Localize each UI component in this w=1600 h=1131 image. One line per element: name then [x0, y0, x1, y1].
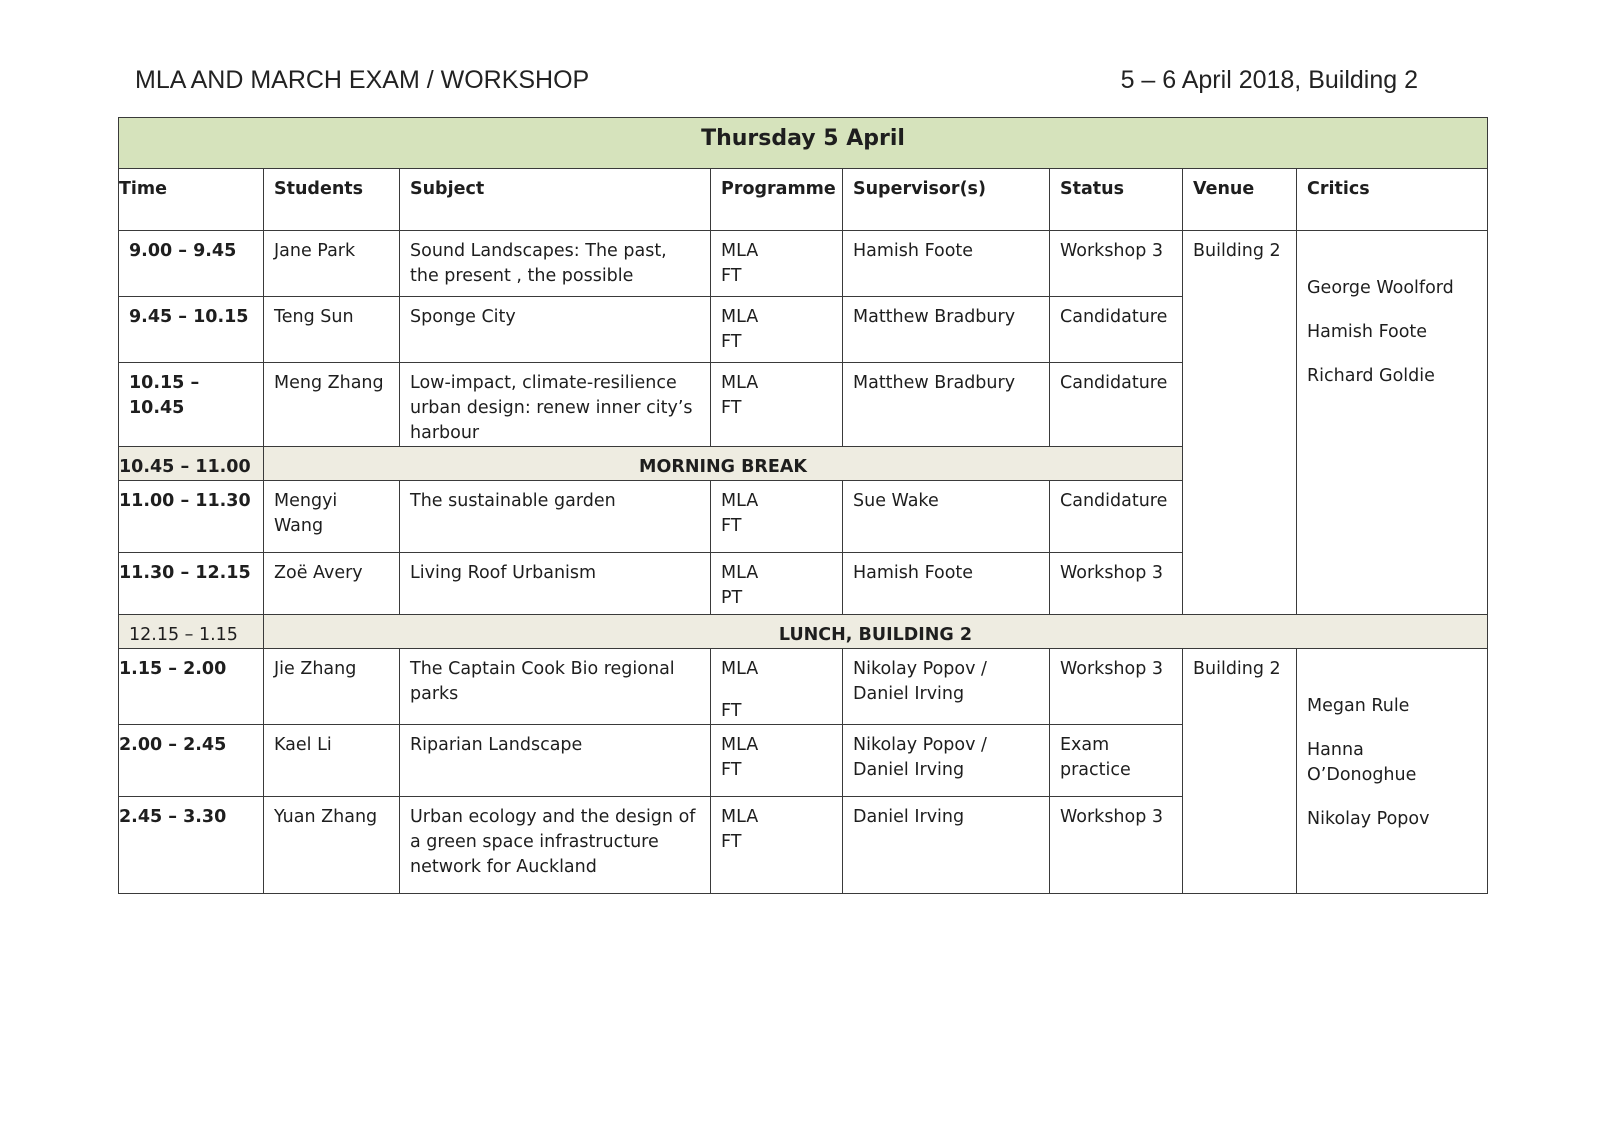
programme-mode: FT	[721, 398, 742, 418]
critic-name: Hanna O’Donoghue	[1307, 740, 1417, 785]
row-status: Workshop 3	[1050, 797, 1183, 894]
row-supervisor: Sue Wake	[843, 481, 1050, 553]
row-student: Jie Zhang	[264, 649, 400, 725]
programme-degree: MLA	[721, 373, 759, 393]
row-time: 11.00 – 11.30	[119, 481, 264, 553]
critic-name: George Woolford	[1307, 278, 1454, 298]
row-supervisor: Matthew Bradbury	[843, 297, 1050, 363]
column-header-students: Students	[264, 169, 400, 231]
programme-degree: MLA	[721, 807, 759, 827]
row-subject: Sponge City	[400, 297, 711, 363]
column-header-status: Status	[1050, 169, 1183, 231]
document-title: MLA AND MARCH EXAM / WORKSHOP	[135, 66, 590, 94]
row-student: Teng Sun	[264, 297, 400, 363]
row-time: 9.45 – 10.15	[119, 297, 264, 363]
row-subject: The Captain Cook Bio regional parks	[400, 649, 711, 725]
row-status: Workshop 3	[1050, 553, 1183, 615]
row-student: Zoë Avery	[264, 553, 400, 615]
critic-name: Richard Goldie	[1307, 366, 1435, 386]
programme-mode: FT	[721, 516, 742, 536]
row-subject: The sustainable garden	[400, 481, 711, 553]
programme-mode: FT	[721, 760, 742, 780]
row-status: Candidature	[1050, 363, 1183, 447]
row-supervisor: Nikolay Popov / Daniel Irving	[843, 725, 1050, 797]
programme-mode: FT	[721, 701, 742, 721]
row-programme	[711, 797, 843, 894]
row-time: 2.45 – 3.30	[119, 797, 264, 894]
row-student: Yuan Zhang	[264, 797, 400, 894]
row-supervisor: Daniel Irving	[843, 797, 1050, 894]
column-header-row	[119, 169, 1488, 231]
column-header-supervisors: Supervisor(s)	[843, 169, 1050, 231]
critic-name: Hamish Foote	[1307, 322, 1428, 342]
row-subject: Low-impact, climate-resilience urban design: renew inner city’s harbour	[400, 363, 711, 447]
row-programme	[711, 363, 843, 447]
programme-degree: MLA	[721, 307, 759, 327]
critics-cell	[1297, 649, 1488, 894]
row-supervisor: Nikolay Popov / Daniel Irving	[843, 649, 1050, 725]
row-time: 1.15 – 2.00	[119, 649, 264, 725]
programme-degree: MLA	[721, 241, 759, 261]
column-header-programme: Programme	[711, 169, 843, 231]
row-programme	[711, 553, 843, 615]
row-programme	[711, 725, 843, 797]
programme-mode: FT	[721, 266, 742, 286]
programme-degree: MLA	[721, 659, 759, 679]
row-status: Workshop 3	[1050, 649, 1183, 725]
row-programme	[711, 297, 843, 363]
column-header-time: Time	[119, 169, 264, 231]
break-label: MORNING BREAK	[264, 447, 1183, 481]
critic-name: Nikolay Popov	[1307, 809, 1430, 829]
programme-degree: MLA	[721, 735, 759, 755]
programme-degree: MLA	[721, 491, 759, 511]
schedule-table	[118, 117, 1488, 894]
row-time: 11.30 – 12.15	[119, 553, 264, 615]
row-status: Candidature	[1050, 297, 1183, 363]
column-header-critics: Critics	[1297, 169, 1488, 231]
row-status: Exam practice	[1050, 725, 1183, 797]
row-subject: Sound Landscapes: The past, the present , the possible	[400, 231, 711, 297]
row-time: 2.00 – 2.45	[119, 725, 264, 797]
venue-cell: Building 2	[1183, 231, 1297, 615]
row-programme	[711, 481, 843, 553]
row-supervisor: Hamish Foote	[843, 231, 1050, 297]
column-header-subject: Subject	[400, 169, 711, 231]
venue-cell: Building 2	[1183, 649, 1297, 894]
row-programme	[711, 231, 843, 297]
row-supervisor: Matthew Bradbury	[843, 363, 1050, 447]
row-time: 10.15 – 10.45	[119, 363, 264, 447]
programme-mode: PT	[721, 588, 743, 608]
table-row	[119, 649, 1488, 725]
row-subject: Living Roof Urbanism	[400, 553, 711, 615]
programme-degree: MLA	[721, 563, 759, 583]
document-dates-location: 5 – 6 April 2018, Building 2	[1120, 66, 1418, 94]
row-status: Candidature	[1050, 481, 1183, 553]
column-header-venue: Venue	[1183, 169, 1297, 231]
programme-mode: FT	[721, 832, 742, 852]
row-programme	[711, 649, 843, 725]
row-student: Mengyi Wang	[264, 481, 400, 553]
row-subject: Urban ecology and the design of a green space infrastructure network for Auckland	[400, 797, 711, 894]
break-label: LUNCH, BUILDING 2	[264, 615, 1488, 649]
day-header-row	[119, 118, 1488, 169]
programme-mode: FT	[721, 332, 742, 352]
row-student: Meng Zhang	[264, 363, 400, 447]
row-status: Workshop 3	[1050, 231, 1183, 297]
row-student: Jane Park	[264, 231, 400, 297]
row-supervisor: Hamish Foote	[843, 553, 1050, 615]
break-time: 12.15 – 1.15	[119, 615, 264, 649]
critic-name: Megan Rule	[1307, 696, 1410, 716]
row-subject: Riparian Landscape	[400, 725, 711, 797]
row-student: Kael Li	[264, 725, 400, 797]
critics-cell	[1297, 231, 1488, 615]
day-title: Thursday 5 April	[119, 118, 1488, 169]
table-row	[119, 231, 1488, 297]
break-row	[119, 615, 1488, 649]
row-time: 9.00 – 9.45	[119, 231, 264, 297]
break-time: 10.45 – 11.00	[119, 447, 264, 481]
